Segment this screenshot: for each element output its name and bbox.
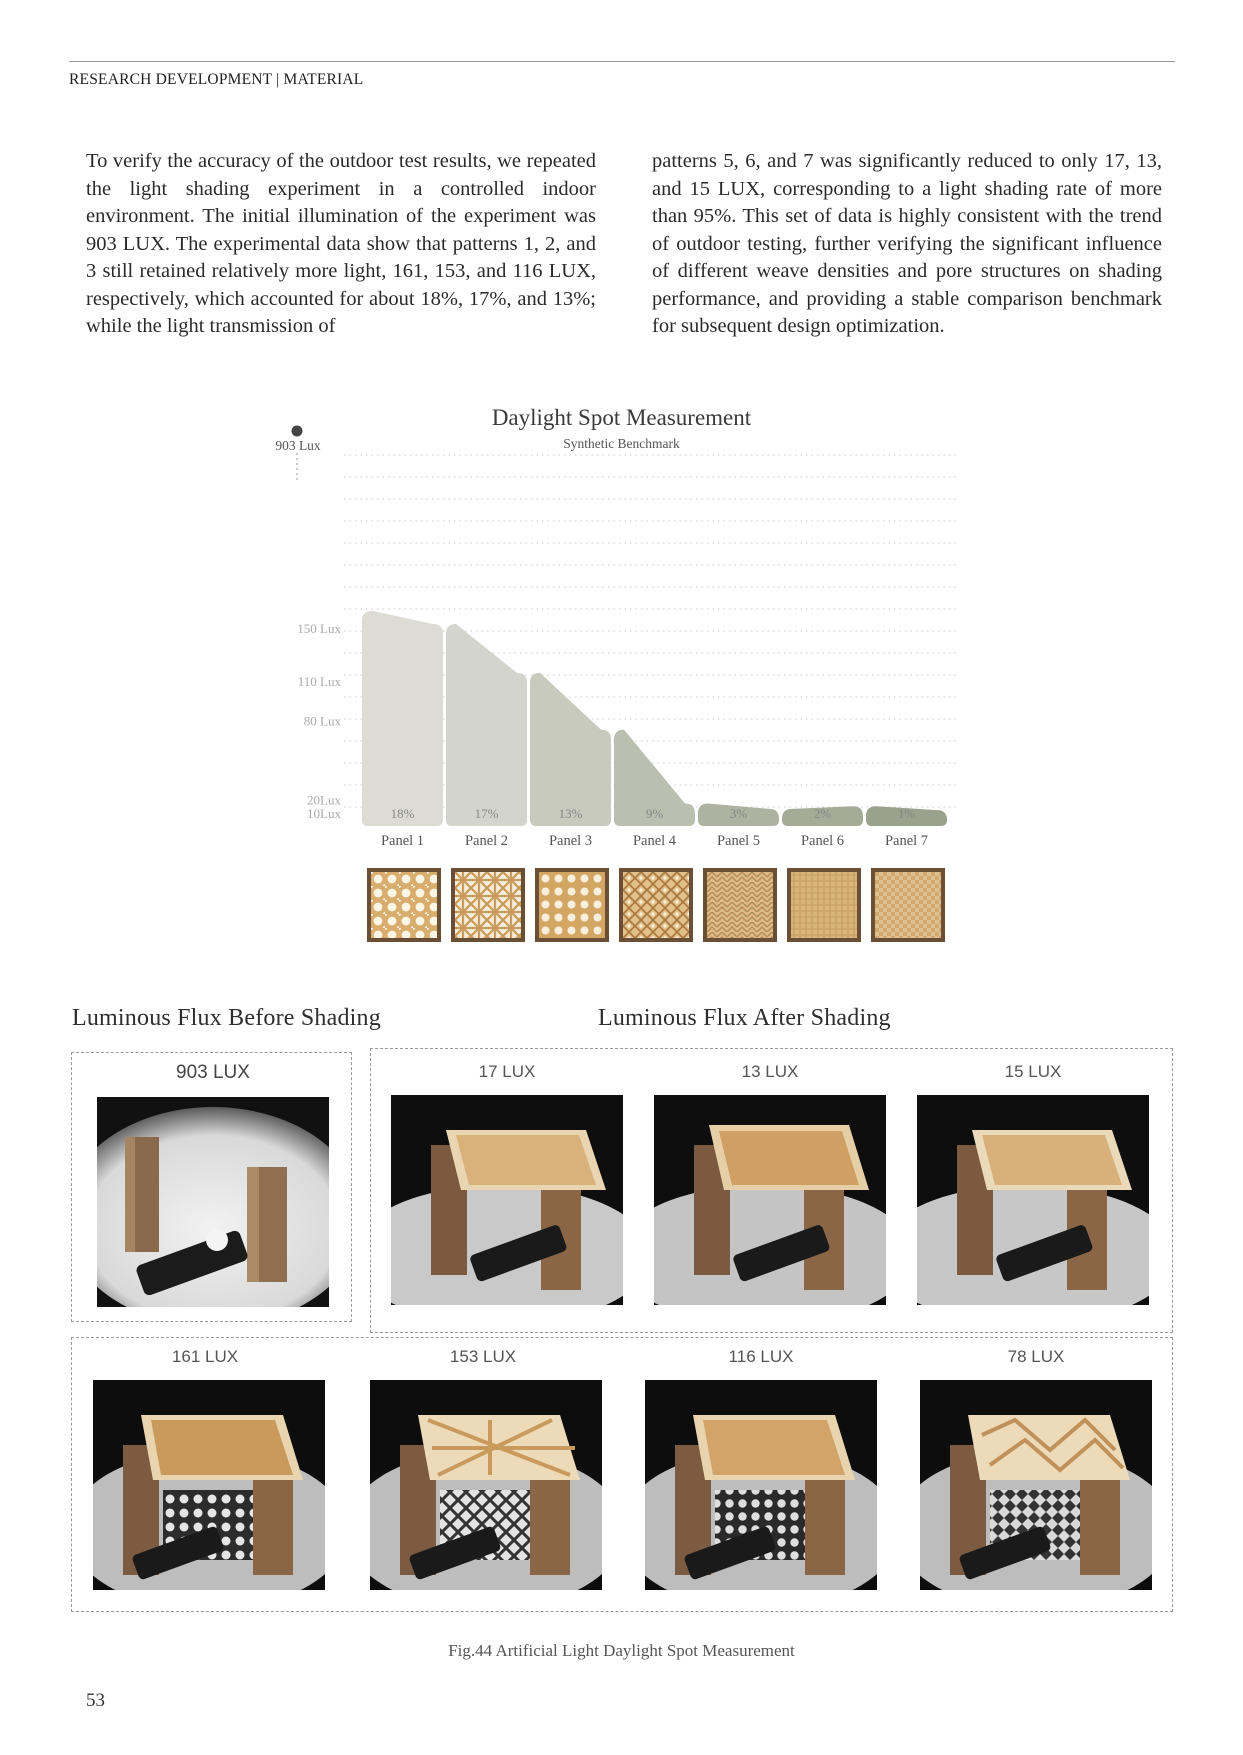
percent-label: 17%: [474, 806, 499, 821]
photo-after-panel-3: [645, 1380, 877, 1590]
y-tick-label: 110 Lux: [297, 673, 341, 689]
body-paragraph-left: To verify the accuracy of the outdoor test results, we repeated the light shading experiment in a controlled indoor environment. The initial illumination of the experiment was 903 LUX. The experimental data show that patterns 1, 2, and 3 still retained relatively more light, 161, 153, and 116 LUX, respectively, which accounted for about 18%, 17%, and 13%; while the light transmission of: [86, 150, 596, 337]
photo-before-shading: [97, 1097, 329, 1307]
y-tick-label: 10Lux: [307, 805, 341, 821]
percent-label: 2%: [813, 806, 832, 821]
panel-3-swatch: [535, 868, 609, 942]
percent-label: 13%: [558, 806, 583, 821]
photo-after-panel-6: [654, 1095, 886, 1305]
photo-after-panel-5: [391, 1095, 623, 1305]
y-tick-label: 20Lux: [307, 792, 341, 808]
reference-label: 903 Lux: [275, 438, 321, 453]
bar-panel-3: [530, 673, 611, 826]
heading-before-shading: Luminous Flux Before Shading: [72, 1005, 381, 1031]
x-tick-label: Panel 1: [380, 833, 425, 849]
figure-caption: Fig.44 Artificial Light Daylight Spot Measurement: [448, 1641, 795, 1660]
photo-label-after-5: 153 LUX: [449, 1347, 517, 1366]
panel-1-swatch: [367, 868, 441, 942]
panel-4-swatch: [619, 868, 693, 942]
panel-7-swatch: [871, 868, 945, 942]
photo-label-after-2: 13 LUX: [741, 1062, 799, 1081]
x-tick-label: Panel 5: [716, 833, 761, 849]
percent-label: 3%: [729, 806, 748, 821]
photo-label-before: 903 LUX: [176, 1062, 250, 1083]
percent-label: 9%: [645, 806, 664, 821]
photo-label-after-7: 78 LUX: [1007, 1347, 1065, 1366]
panel-6-swatch: [787, 868, 861, 942]
bar-panel-2: [446, 624, 527, 826]
photo-after-panel-7: [917, 1095, 1149, 1305]
heading-after-shading: Luminous Flux After Shading: [598, 1005, 891, 1031]
x-tick-label: Panel 3: [548, 833, 593, 849]
photo-label-after-1: 17 LUX: [478, 1062, 536, 1081]
body-paragraph-right: patterns 5, 6, and 7 was significantly reduced to only 17, 13, and 15 LUX, corresponding to a light shading rate of more than 95%. This set of data is highly consistent with the trend of outdoor testing, further verifying the significant influence of different weave densities and pore structures on shading performance, and providing a stable comparison benchmark for subsequent design optimization.: [652, 150, 1162, 337]
panel-2-swatch: [451, 868, 525, 942]
x-tick-label: Panel 7: [884, 833, 929, 849]
page-number: 53: [86, 1690, 105, 1711]
photo-label-after-4: 161 LUX: [171, 1347, 239, 1366]
running-header: RESEARCH DEVELOPMENT | MATERIAL: [69, 71, 364, 88]
x-tick-label: Panel 2: [464, 833, 509, 849]
photo-label-after-3: 15 LUX: [1004, 1062, 1062, 1081]
panel-5-swatch: [703, 868, 777, 942]
chart-subtitle: Synthetic Benchmark: [563, 436, 680, 451]
x-tick-label: Panel 4: [632, 833, 677, 849]
y-tick-label: 150 Lux: [297, 621, 341, 636]
photo-after-panel-4: [920, 1380, 1152, 1590]
photo-after-panel-2: [370, 1380, 602, 1590]
bar-panel-1: [362, 611, 443, 826]
photo-label-after-6: 116 LUX: [728, 1347, 794, 1366]
x-tick-label: Panel 6: [800, 833, 845, 849]
percent-label: 1%: [897, 806, 916, 821]
chart-title: Daylight Spot Measurement: [491, 405, 752, 430]
photo-after-panel-1: [93, 1380, 325, 1590]
y-tick-label: 80 Lux: [303, 713, 341, 729]
reference-point: [292, 426, 303, 437]
percent-label: 18%: [390, 806, 415, 821]
